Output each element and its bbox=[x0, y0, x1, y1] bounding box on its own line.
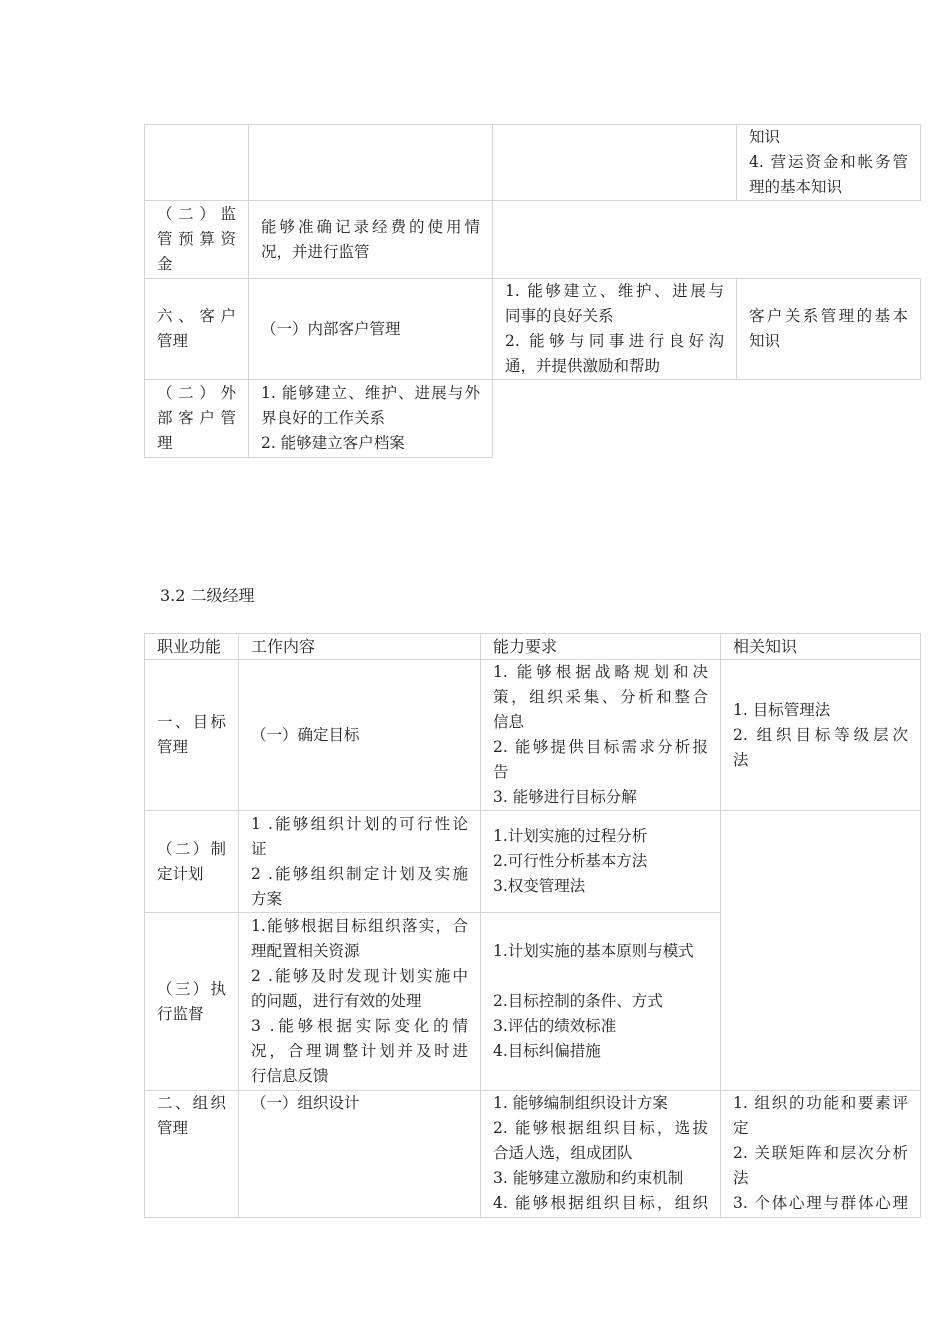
t1-r3-ability bbox=[493, 279, 736, 379]
t2-r2-function bbox=[145, 811, 238, 912]
text-line: 管理 bbox=[157, 738, 189, 756]
text-line: 4. 营运资金和帐务管 bbox=[749, 153, 908, 171]
text-line: 3 .能够根据实际变化的情 bbox=[251, 1017, 468, 1035]
t2-r1-function bbox=[145, 660, 238, 810]
text-line: 2.可行性分析基本方法 bbox=[493, 852, 648, 870]
t2-r3-ability bbox=[481, 913, 720, 1090]
t2-r4-function bbox=[145, 1091, 238, 1217]
t2-r4-content bbox=[239, 1091, 480, 1217]
text-line: 2. 能够提供目标需求分析报 bbox=[493, 738, 708, 756]
header-text: 职业功能 bbox=[157, 636, 222, 656]
text-line: 金 bbox=[157, 255, 173, 273]
t1-r3-knowledge bbox=[737, 279, 920, 379]
text-line: （一）确定目标 bbox=[251, 725, 360, 744]
header-text: 相关知识 bbox=[733, 636, 798, 656]
text-line: 合适人选，组成团队 bbox=[493, 1144, 633, 1162]
header-text: 工作内容 bbox=[251, 636, 316, 656]
text-line: 2 .能够组织制定计划及实施 bbox=[251, 864, 468, 883]
t1-r2-function bbox=[145, 201, 248, 278]
text-line: 的问题，进行有效的处理 bbox=[251, 992, 422, 1010]
text-line: （一）内部客户管理 bbox=[261, 319, 401, 338]
text-line: （二）制 bbox=[157, 839, 226, 858]
text-line: 二、组织 bbox=[157, 1094, 226, 1112]
t2-r1-knowledge bbox=[721, 660, 920, 810]
text-line: 知识 bbox=[749, 332, 781, 350]
column-header bbox=[721, 634, 920, 659]
text-line: 管理 bbox=[157, 1119, 189, 1137]
text-line: 1. 能够根据战略规划和决 bbox=[493, 663, 708, 681]
text-line: 1. 能够建立、维护、进展与 bbox=[505, 282, 724, 300]
t2-r4-knowledge bbox=[721, 1091, 920, 1217]
text-line bbox=[493, 964, 708, 989]
text-line: （二）监 bbox=[157, 205, 236, 223]
text-line: 2 .能够及时发现计划实施中 bbox=[251, 967, 468, 985]
text-line: 1.计划实施的基本原则与模式 bbox=[493, 942, 694, 960]
text-line: 法 bbox=[733, 750, 749, 769]
column-header bbox=[145, 634, 238, 659]
text-line: 管预算资 bbox=[157, 230, 236, 248]
text-line: 告 bbox=[493, 763, 509, 781]
text-line: （一）组织设计 bbox=[251, 1094, 360, 1112]
text-line: 客户关系管理的基本 bbox=[749, 307, 908, 325]
text-line: 2.目标控制的条件、方式 bbox=[493, 992, 663, 1010]
t1-r4-function bbox=[145, 380, 248, 457]
t2-r1-ability bbox=[481, 660, 720, 810]
text-line: 1. 能够编制组织设计方案 bbox=[493, 1094, 668, 1112]
text-line: 2. 能够建立客户档案 bbox=[261, 434, 405, 452]
text-line: 3. 个体心理与群体心理 bbox=[733, 1194, 908, 1212]
text-line: 1.能够根据目标组织落实，合 bbox=[251, 917, 468, 935]
t2-r3-function bbox=[145, 913, 238, 1090]
t2-r1-content bbox=[239, 660, 480, 810]
text-line: 2. 组织目标等级层次 bbox=[733, 725, 908, 744]
text-line: 3. 能够建立激励和约束机制 bbox=[493, 1169, 684, 1187]
text-line: 策，组织采集、分析和整合 bbox=[493, 688, 708, 706]
text-line: 信息 bbox=[493, 713, 525, 731]
text-line: 理配置相关资源 bbox=[251, 942, 360, 960]
text-line: 同事的良好关系 bbox=[505, 307, 614, 325]
text-line: 3. 能够进行目标分解 bbox=[493, 788, 637, 806]
text-line: 一、目标 bbox=[157, 713, 226, 731]
t2-r3-content bbox=[239, 913, 480, 1090]
t1-r3-function bbox=[145, 279, 248, 379]
text-line: 3.权变管理法 bbox=[493, 877, 586, 895]
text-line: 定 bbox=[733, 1119, 749, 1137]
t1-r4-content bbox=[249, 380, 492, 457]
text-line: 1.计划实施的过程分析 bbox=[493, 827, 648, 845]
text-line: 行信息反馈 bbox=[251, 1067, 329, 1085]
t1-r3-content bbox=[249, 279, 492, 379]
text-line: 3.评估的绩效标准 bbox=[493, 1017, 617, 1035]
text-line: 理的基本知识 bbox=[749, 178, 843, 196]
text-line: 1. 组织的功能和要素评 bbox=[733, 1094, 908, 1112]
text-line: 通，并提供激励和帮助 bbox=[505, 357, 661, 375]
text-line: 管理 bbox=[157, 332, 189, 350]
text-line: 定计划 bbox=[157, 864, 204, 883]
text-line: 理 bbox=[157, 434, 173, 452]
t1-r2-content bbox=[249, 201, 492, 278]
text-line: 方案 bbox=[251, 889, 283, 908]
text-line: 1. 能够建立、维护、进展与外 bbox=[261, 384, 480, 402]
text-line: 4. 能够根据组织目标，组织 bbox=[493, 1194, 708, 1212]
text-line: 况，并进行监管 bbox=[261, 242, 370, 261]
text-line: （三）执 bbox=[157, 979, 226, 998]
text-line: 六、客户 bbox=[157, 307, 236, 325]
column-header bbox=[481, 634, 720, 659]
text-line: 况，合理调整计划并及时进 bbox=[251, 1042, 468, 1060]
t2-r4-ability bbox=[481, 1091, 720, 1217]
text-line: 2. 能够与同事进行良好沟 bbox=[505, 332, 724, 350]
text-line: 2. 关联矩阵和层次分析 bbox=[733, 1144, 908, 1162]
text-line: 证 bbox=[251, 839, 267, 858]
text-line: 部客户管 bbox=[157, 409, 236, 427]
header-text: 能力要求 bbox=[493, 636, 558, 656]
t2-r2-ability bbox=[481, 811, 720, 912]
text-line: 界良好的工作关系 bbox=[261, 409, 386, 427]
t2-r2-content bbox=[239, 811, 480, 912]
text-line: 行监督 bbox=[157, 1004, 204, 1023]
text-line: 法 bbox=[733, 1169, 749, 1187]
text-line: 1. 目标管理法 bbox=[733, 700, 831, 719]
t1-r1-knowledge bbox=[737, 125, 920, 200]
text-line: 4.目标纠偏措施 bbox=[493, 1042, 601, 1060]
text-line: 2. 能够根据组织目标，选拔 bbox=[493, 1119, 708, 1137]
text-line: 能够准确记录经费的使用情 bbox=[261, 217, 480, 236]
section-title: 3.2 二级经理 bbox=[160, 586, 255, 605]
text-line: 1 .能够组织计划的可行性论 bbox=[251, 814, 468, 833]
column-header bbox=[239, 634, 480, 659]
text-line: （二）外 bbox=[157, 384, 236, 402]
text-line: 知识 bbox=[749, 128, 781, 146]
